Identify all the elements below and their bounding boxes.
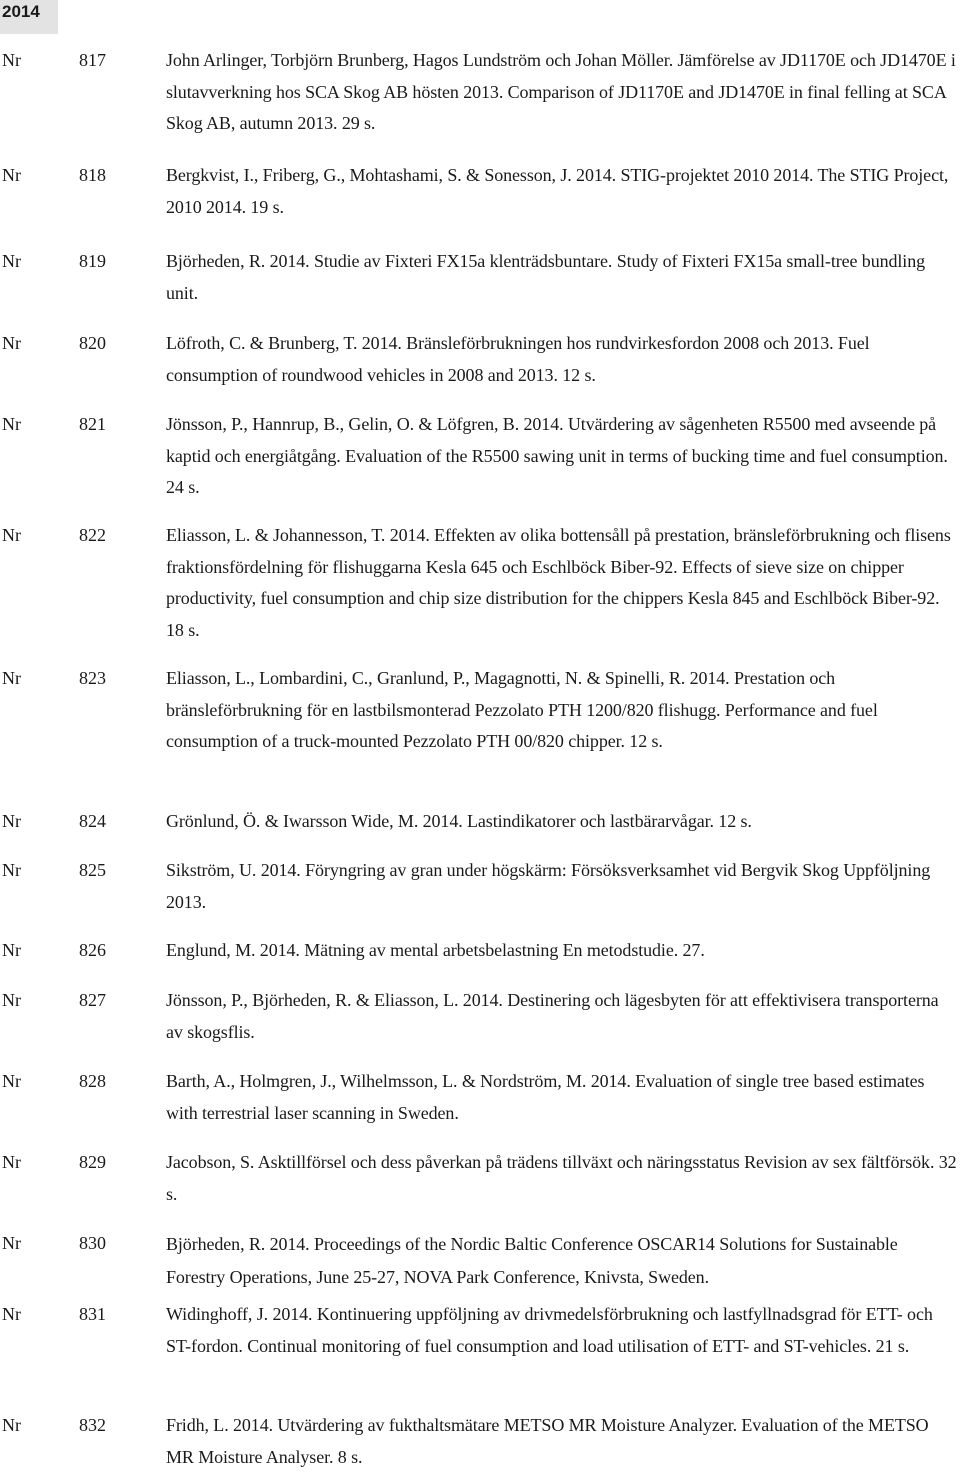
citation-text: Englund, M. 2014. Mätning av mental arbetsbelastning En metodstudie. 27.	[166, 940, 705, 960]
report-number: 827	[79, 990, 106, 1010]
citation-text: Jacobson, S. Asktillförsel och dess påverkan på trädens tillväxt och näringsstatus Revision av sex fältförsök. 32 s.	[166, 1152, 957, 1204]
citation-text: Widinghoff, J. 2014. Kontinuering uppföljning av drivmedelsförbrukning och lastfyllnadsgrad för ETT- och ST-fordon. Continual monitoring of fuel consumption and load utilisation of ETT- and ST-vehicles. 21 s.	[166, 1304, 933, 1356]
nr-label: Nr	[2, 1304, 21, 1324]
nr-label: Nr	[2, 414, 21, 434]
citation-text: Eliasson, L. & Johannesson, T. 2014. Effekten av olika bottensåll på prestation, bränsleförbrukning och flisens fraktionsfördelning för flishuggarna Kesla 645 och Eschlböck Biber-92. Effects of sieve size on chipper productivity, fuel consumption and chip size distribution for the chippers Kesla 845 and Eschlböck Biber-92. 18 s.	[166, 525, 951, 640]
nr-label: Nr	[2, 1152, 21, 1172]
nr-label: Nr	[2, 333, 21, 353]
citation-text: Fridh, L. 2014. Utvärdering av fukthaltsmätare METSO MR Moisture Analyzer. Evaluation of the METSO MR Moisture Analyser. 8 s.	[166, 1415, 929, 1467]
citation-text: Jönsson, P., Björheden, R. & Eliasson, L. 2014. Destinering och lägesbyten för att effektivisera transporterna av skogsflis.	[166, 990, 939, 1042]
citation-text: Löfroth, C. & Brunberg, T. 2014. Bränsleförbrukningen hos rundvirkesfordon 2008 och 2013. Fuel consumption of roundwood vehicles in 2008 and 2013. 12 s.	[166, 333, 870, 385]
report-number: 828	[79, 1071, 106, 1091]
citation-text: Björheden, R. 2014. Proceedings of the Nordic Baltic Conference OSCAR14 Solutions for Sustainable Forestry Operations, June 25-27, NOVA Park Conference, Knivsta, Sweden.	[166, 1234, 898, 1287]
citation-text: Grönlund, Ö. & Iwarsson Wide, M. 2014. Lastindikatorer och lastbärarvågar. 12 s.	[166, 811, 752, 831]
citation-text: Barth, A., Holmgren, J., Wilhelmsson, L. & Nordström, M. 2014. Evaluation of single tree based estimates with terrestrial laser scanning in Sweden.	[166, 1071, 925, 1123]
report-number: 817	[79, 50, 106, 70]
citation-text: Björheden, R. 2014. Studie av Fixteri FX15a klenträdsbuntare. Study of Fixteri FX15a small-tree bundling unit.	[166, 251, 925, 303]
report-number: 823	[79, 668, 106, 688]
report-number: 821	[79, 414, 106, 434]
nr-label: Nr	[2, 525, 21, 545]
report-number: 820	[79, 333, 106, 353]
citation-text: John Arlinger, Torbjörn Brunberg, Hagos Lundström och Johan Möller. Jämförelse av JD1170E och JD1470E i slutavverkning hos SCA Skog AB hösten 2013. Comparison of JD1170E and JD1470E in final felling at SCA Skog AB, autumn 2013. 29 s.	[166, 50, 956, 133]
citation-text: Sikström, U. 2014. Föryngring av gran under högskärm: Försöksverksamhet vid Bergvik Skog Uppföljning 2013.	[166, 860, 931, 912]
report-number: 825	[79, 860, 106, 880]
nr-label: Nr	[2, 811, 21, 831]
nr-label: Nr	[2, 668, 21, 688]
report-number: 822	[79, 525, 106, 545]
report-number: 831	[79, 1304, 106, 1324]
nr-label: Nr	[2, 990, 21, 1010]
nr-label: Nr	[2, 165, 21, 185]
report-number: 824	[79, 811, 106, 831]
report-number: 830	[79, 1233, 106, 1253]
nr-label: Nr	[2, 1415, 21, 1435]
nr-label: Nr	[2, 251, 21, 271]
nr-label: Nr	[2, 940, 21, 960]
report-number: 832	[79, 1415, 106, 1435]
report-number: 818	[79, 165, 106, 185]
nr-label: Nr	[2, 50, 21, 70]
report-number: 819	[79, 251, 106, 271]
citation-text: Eliasson, L., Lombardini, C., Granlund, P., Magagnotti, N. & Spinelli, R. 2014. Prestation och bränsleförbrukning för en lastbilsmonterad Pezzolato PTH 1200/820 flishugg. Performance and fuel consumption of a truck-mounted Pezzolato PTH 00/820 chipper. 12 s.	[166, 668, 878, 751]
nr-label: Nr	[2, 1071, 21, 1091]
year-heading: 2014	[0, 0, 58, 34]
citation-text: Bergkvist, I., Friberg, G., Mohtashami, S. & Sonesson, J. 2014. STIG-projektet 2010 2014. The STIG Project, 2010 2014. 19 s.	[166, 165, 949, 217]
report-number: 826	[79, 940, 106, 960]
nr-label: Nr	[2, 1233, 21, 1253]
report-number: 829	[79, 1152, 106, 1172]
citation-text: Jönsson, P., Hannrup, B., Gelin, O. & Löfgren, B. 2014. Utvärdering av sågenheten R5500 med avseende på kaptid och energiåtgång. Evaluation of the R5500 sawing unit in terms of bucking time and fuel consumption. 24 s.	[166, 414, 948, 497]
nr-label: Nr	[2, 860, 21, 880]
